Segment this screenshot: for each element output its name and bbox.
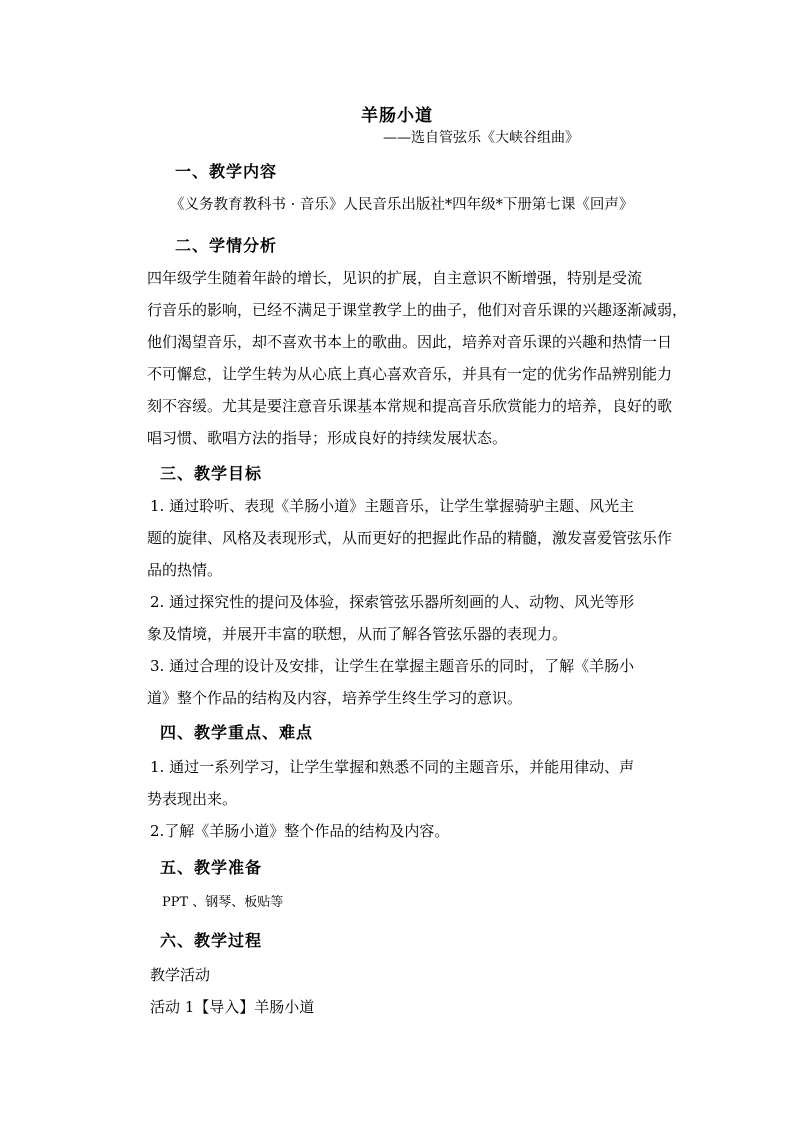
paragraph-line: 题的旋律、风格及表现形式，从而更好的把握此作品的精髓，激发喜爱管弦乐作 [147,529,673,547]
paragraph-line: 2.了解《羊肠小道》整个作品的结构及内容。 [150,822,450,840]
paragraph-line: 道》整个作品的结构及内容，培养学生终生学习的意识。 [147,689,523,707]
paragraph-line: 《义务教育教科书 · 音乐》人民音乐出版社*四年级*下册第七课《回声》 [170,197,634,213]
paragraph-line: 唱习惯、歌唱方法的指导；形成良好的持续发展状态。 [147,429,508,447]
section-heading-1: 一、教学内容 [175,162,278,181]
paragraph-line: 1. 通过一系列学习，让学生掌握和熟悉不同的主题音乐，并能用律动、声 [150,758,635,776]
document-title: 羊肠小道 [361,106,433,126]
paragraph-line: 行音乐的影响，已经不满足于课堂教学上的曲子，他们对音乐课的兴趣逐渐减弱， [147,301,688,319]
paragraph-line: PPT 、钢琴、板贴等 [162,895,284,910]
document-subtitle: ——选自管弦乐《大峡谷组曲》 [383,130,579,146]
section-heading-4: 四、教学重点、难点 [160,723,314,742]
paragraph-line: 刻不容缓。尤其是要注意音乐课基本常规和提高音乐欣赏能力的培养，良好的歌 [147,397,673,415]
paragraph-line: 势表现出来。 [147,790,238,808]
paragraph-line: 2. 通过探究性的提问及体验，探索管弦乐器所刻画的人、动物、风光等形 [150,593,635,611]
paragraph-line: 象及情境，并展开丰富的联想，从而了解各管弦乐器的表现力。 [147,625,568,643]
paragraph-line: 他们渴望音乐，却不喜欢书本上的歌曲。因此，培养对音乐课的兴趣和热情一日 [147,333,673,351]
section-heading-2: 二、学情分析 [175,236,278,255]
paragraph-line: 活动 1【导入】羊肠小道 [150,998,315,1016]
paragraph-line: 品的热情。 [147,561,223,579]
section-heading-6: 六、教学过程 [160,931,263,950]
paragraph-line: 教学活动 [150,966,211,984]
section-heading-5: 五、教学准备 [160,858,263,877]
paragraph-line: 1. 通过聆听、表现《羊肠小道》主题音乐，让学生掌握骑驴主题、风光主 [150,497,635,515]
paragraph-line: 四年级学生随着年龄的增长，见识的扩展，自主意识不断增强，特别是受流 [147,269,643,287]
section-heading-3: 三、教学目标 [160,464,263,483]
paragraph-line: 不可懈怠，让学生转为从心底上真心喜欢音乐，并具有一定的优劣作品辨别能力 [147,365,673,383]
paragraph-line: 3. 通过合理的设计及安排，让学生在掌握主题音乐的同时，了解《羊肠小 [150,657,635,675]
